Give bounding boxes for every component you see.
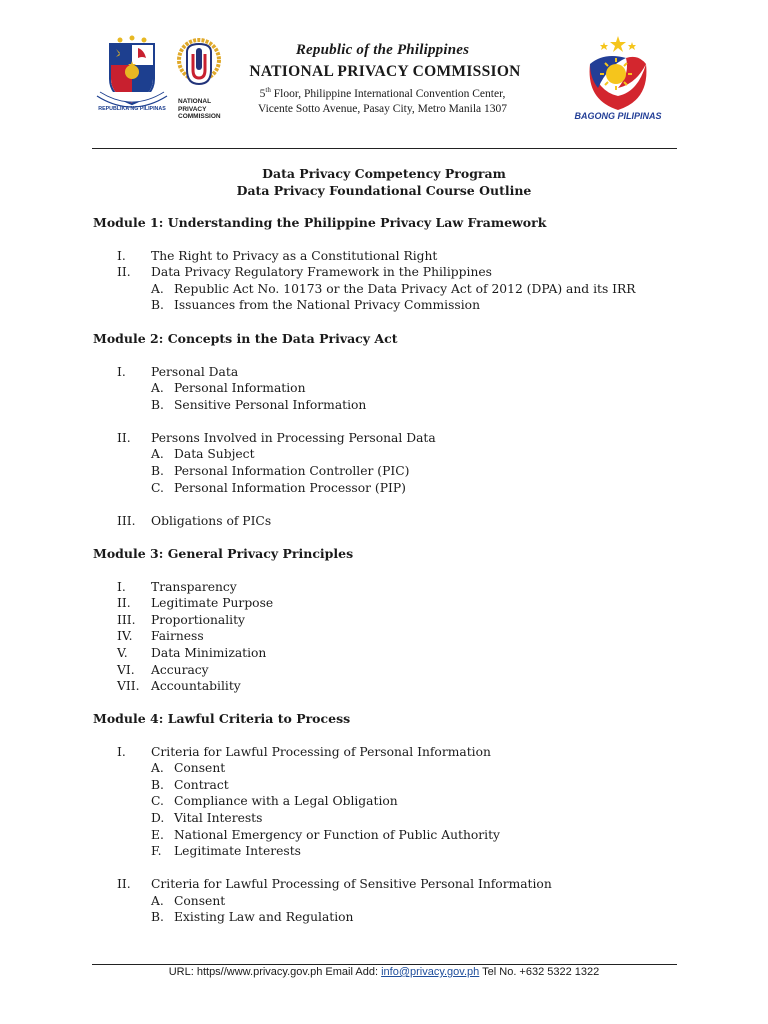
outline-subitem-text: Sensitive Personal Information xyxy=(174,397,367,412)
outline-subitem-letter: A. xyxy=(151,761,164,776)
outline-item-text: Obligations of PICs xyxy=(151,513,272,528)
outline-subitem-text: Personal Information xyxy=(174,381,306,396)
outline-subitem-text: National Emergency or Function of Public Authority xyxy=(174,827,500,842)
footer-divider xyxy=(92,964,677,965)
npc-logo-label xyxy=(178,98,228,121)
outline-subitem-letter: A. xyxy=(151,447,164,462)
outline-subitem-text: Issuances from the National Privacy Commission xyxy=(174,298,480,313)
agency-address xyxy=(240,83,525,117)
outline-subitem-letter: B. xyxy=(151,298,164,313)
outline-subitem-letter: E. xyxy=(151,827,164,842)
outline-subitem-letter: A. xyxy=(151,281,164,296)
outline-subitem-letter: C. xyxy=(151,794,164,809)
outline-subitem-text: Existing Law and Regulation xyxy=(174,910,354,925)
outline-subitem-letter: B. xyxy=(151,397,164,412)
agency-name: NATIONAL PRIVACY COMMISSION xyxy=(249,63,521,80)
outline-item-number: I. xyxy=(117,248,126,263)
outline-item-number: II. xyxy=(117,265,131,280)
bagong-pilipinas-logo xyxy=(568,30,668,122)
outline-subitem-text: Consent xyxy=(174,893,226,908)
npc-label-line: PRIVACY xyxy=(178,105,207,113)
address-line2: Vicente Sotto Avenue, Pasay City, Metro Manila 1307 xyxy=(257,102,508,115)
outline-item-number: II. xyxy=(117,877,131,892)
outline-item-text: Accountability xyxy=(151,679,241,694)
outline-item-number: II. xyxy=(117,596,131,611)
outline-subitem-text: Personal Information Controller (PIC) xyxy=(174,463,410,478)
npc-label-line: NATIONAL xyxy=(178,98,212,105)
outline-item-text: Persons Involved in Processing Personal Data xyxy=(151,430,436,445)
module-title: Module 4: Lawful Criteria to Process xyxy=(93,711,351,726)
footer-email-link[interactable]: info@privacy.gov.ph xyxy=(381,966,480,978)
outline-subitem-text: Vital Interests xyxy=(174,810,263,825)
outline-item-number: III. xyxy=(117,513,136,528)
outline-subitem-letter: C. xyxy=(151,480,164,495)
outline-item-text: Personal Data xyxy=(151,364,239,379)
outline-item-number: III. xyxy=(117,612,136,627)
outline-subitem-letter: B. xyxy=(151,463,164,478)
outline-subitem-text: Consent xyxy=(174,761,226,776)
outline-subitem-text: Contract xyxy=(174,777,229,792)
footer-url: URL: https//www.privacy.gov.ph Email Add: xyxy=(168,966,382,978)
outline-subitem-letter: B. xyxy=(151,777,164,792)
outline-item-text: Legitimate Purpose xyxy=(151,596,274,611)
seal-text: REPUBLIKA NG PILIPINAS xyxy=(98,106,166,112)
outline-item-text: Criteria for Lawful Processing of Personal Information xyxy=(151,744,491,759)
outline-item-number: I. xyxy=(117,364,126,379)
footer-contact xyxy=(0,966,768,978)
outline-subitem-text: Republic Act No. 10173 or the Data Privacy Act of 2012 (DPA) and its IRR xyxy=(174,281,636,296)
outline-item-text: Criteria for Lawful Processing of Sensitive Personal Information xyxy=(151,877,552,892)
outline-item-number: V. xyxy=(117,645,128,660)
outline-subitem-letter: F. xyxy=(151,844,162,859)
outline-subitem-text: Legitimate Interests xyxy=(174,844,301,859)
outline-item-number: II. xyxy=(117,430,131,445)
address-floor-number: 5 xyxy=(259,87,266,100)
outline-item-number: I. xyxy=(117,744,126,759)
document-title-line1: Data Privacy Competency Program xyxy=(262,166,506,181)
outline-item-text: Accuracy xyxy=(151,662,209,677)
outline-item-text: Transparency xyxy=(151,579,237,594)
footer-tel: Tel No. +632 5322 1322 xyxy=(479,966,600,978)
module-title: Module 1: Understanding the Philippine Privacy Law Framework xyxy=(93,215,547,230)
outline-item-text: Fairness xyxy=(151,629,204,644)
outline-subitem-letter: B. xyxy=(151,910,164,925)
npc-logo xyxy=(176,34,222,100)
bagong-pilipinas-text: BAGONG PILIPINAS xyxy=(574,111,662,121)
outline-item-text: Data Minimization xyxy=(151,645,267,660)
outline-subitem-letter: D. xyxy=(151,810,165,825)
outline-item-number: VII. xyxy=(117,679,140,694)
npc-label-line: COMMISSION xyxy=(178,113,221,120)
document-title-line2: Data Privacy Foundational Course Outline xyxy=(236,183,532,198)
outline-subitem-text: Personal Information Processor (PIP) xyxy=(174,480,406,495)
republic-seal-logo xyxy=(92,34,172,114)
outline-item-number: I. xyxy=(117,579,126,594)
header-divider xyxy=(92,148,677,149)
address-floor-suffix: th xyxy=(265,86,271,94)
outline-item-text: Proportionality xyxy=(151,612,245,627)
republic-heading: Republic of the Philippines xyxy=(295,42,470,58)
outline-item-text: The Right to Privacy as a Constitutional Right xyxy=(151,248,438,263)
outline-subitem-letter: A. xyxy=(151,381,164,396)
outline-item-number: VI. xyxy=(117,662,135,677)
outline-subitem-text: Data Subject xyxy=(174,447,255,462)
outline-item-text: Data Privacy Regulatory Framework in the Philippines xyxy=(151,265,492,280)
address-line1: Floor, Philippine International Convention Center, xyxy=(270,87,506,100)
module-title: Module 2: Concepts in the Data Privacy Act xyxy=(93,331,398,346)
outline-subitem-letter: A. xyxy=(151,893,164,908)
module-title: Module 3: General Privacy Principles xyxy=(93,546,354,561)
outline-subitem-text: Compliance with a Legal Obligation xyxy=(174,794,398,809)
outline-item-number: IV. xyxy=(117,629,133,644)
